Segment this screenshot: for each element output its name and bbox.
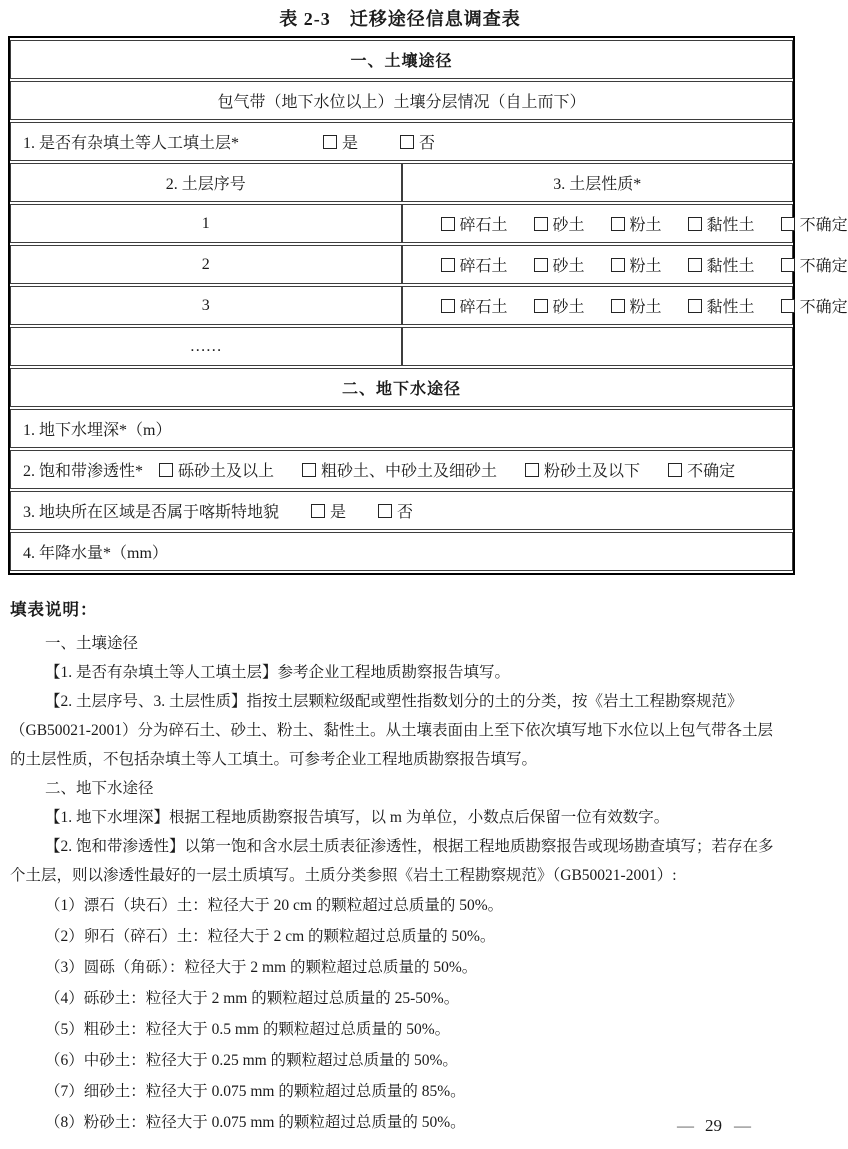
option-silt-soil: 粉土 xyxy=(611,253,662,276)
checkbox-no-icon[interactable] xyxy=(378,504,392,518)
option-yes-label: 是 xyxy=(342,135,359,152)
checkbox-silt-soil-icon[interactable] xyxy=(611,217,625,231)
page-number xyxy=(667,1116,760,1136)
table-row xyxy=(10,163,793,202)
option-gravel-soil: 碎石土 xyxy=(441,212,508,235)
table-row xyxy=(10,81,793,120)
checkbox-silt-soil-icon[interactable] xyxy=(611,299,625,313)
option-coarse-medium-fine-sand: 粗砂土、中砂土及细砂土 xyxy=(302,458,497,481)
note-line: （6）中砂土：粒径大于 0.25 mm 的颗粒超过总质量的 50%。 xyxy=(45,1052,458,1069)
checkbox-clay-soil-icon[interactable] xyxy=(688,258,702,272)
vadose-zone-subheader: 包气带（地下水位以上）土壤分层情况（自上而下） xyxy=(10,81,793,120)
page-number-right-dash: — xyxy=(734,1116,750,1135)
checkbox-coarse-medium-fine-sand-icon[interactable] xyxy=(302,463,316,477)
option-silt-soil: 粉土 xyxy=(611,294,662,317)
note-line: 【2. 土层序号、3. 土层性质】指按土层颗粒级配或塑性指数划分的土的分类，按《岩土工程勘察规范》 xyxy=(45,693,743,710)
table-row xyxy=(10,368,793,407)
table-row xyxy=(10,204,793,243)
artificial-fill-question-label: 1. 是否有杂填土等人工填土层* xyxy=(23,135,240,152)
saturated-zone-permeability-label: 2. 饱和带渗透性* xyxy=(23,463,144,480)
layer-ellipsis-empty-cell xyxy=(402,327,794,366)
checkbox-sand-soil-icon[interactable] xyxy=(534,258,548,272)
option-uncertain: 不确定 xyxy=(781,212,848,235)
layer-number-ellipsis: …… xyxy=(10,327,402,366)
option-yes xyxy=(323,130,358,153)
note-line: （4）砾砂土：粒径大于 2 mm 的颗粒超过总质量的 25-50%。 xyxy=(45,990,460,1007)
section-groundwater-path-header: 二、地下水途径 xyxy=(10,368,793,407)
layer-1-soil-options xyxy=(402,204,848,243)
checkbox-silt-soil-icon[interactable] xyxy=(611,258,625,272)
artificial-fill-question-cell xyxy=(10,122,793,161)
option-gravel-sand-above: 砾砂土及以上 xyxy=(159,458,274,481)
checkbox-gravel-sand-above-icon[interactable] xyxy=(159,463,173,477)
note-line: （GB50021-2001）分为碎石土、砂土、粉土、黏性土。从土壤表面由上至下依次填写地下水位以上包气带各土层 xyxy=(10,722,773,739)
table-row xyxy=(10,245,793,284)
note-line: （2）卵石（碎石）土：粒径大于 2 cm 的颗粒超过总质量的 50%。 xyxy=(45,928,496,945)
karst-question-label: 3. 地块所在区域是否属于喀斯特地貌 xyxy=(23,504,280,521)
table-row xyxy=(10,286,793,325)
section-soil-path-header: 一、土壤途径 xyxy=(10,40,793,79)
note-line: （8）粉砂土：粒径大于 0.075 mm 的颗粒超过总质量的 50%。 xyxy=(45,1114,466,1131)
option-clay-soil: 黏性土 xyxy=(688,212,755,235)
option-clay-soil: 黏性土 xyxy=(688,253,755,276)
checkbox-sand-soil-icon[interactable] xyxy=(534,299,548,313)
note-line: （3）圆砾（角砾）：粒径大于 2 mm 的颗粒超过总质量的 50%。 xyxy=(45,959,478,976)
option-sand-soil: 砂土 xyxy=(534,294,585,317)
option-no-label: 否 xyxy=(419,135,436,152)
note-line: 二、地下水途径 xyxy=(45,780,154,797)
option-uncertain: 不确定 xyxy=(781,253,848,276)
option-sand-soil: 砂土 xyxy=(534,253,585,276)
table-row xyxy=(10,40,793,79)
note-line: 一、土壤途径 xyxy=(45,635,139,652)
page-number-left-dash: — xyxy=(677,1116,693,1135)
table-row xyxy=(10,122,793,161)
checkbox-silty-sand-below-icon[interactable] xyxy=(525,463,539,477)
table-row xyxy=(10,532,793,571)
notes-heading: 填表说明： xyxy=(10,600,98,619)
col-header-layer-property: 3. 土层性质* xyxy=(402,163,794,202)
option-yes: 是 xyxy=(311,499,346,522)
option-gravel-soil: 碎石土 xyxy=(441,294,508,317)
checkbox-uncertain-icon[interactable] xyxy=(781,299,795,313)
checkbox-uncertain-icon[interactable] xyxy=(781,258,795,272)
saturated-zone-permeability-cell xyxy=(10,450,793,489)
note-line: 的土层性质，不包括杂填土等人工填土。可参考企业工程地质勘察报告填写。 xyxy=(10,751,538,768)
layer-number-1: 1 xyxy=(10,204,402,243)
checkbox-sand-soil-icon[interactable] xyxy=(534,217,548,231)
table-row xyxy=(10,491,793,530)
col-header-layer-number: 2. 土层序号 xyxy=(10,163,402,202)
karst-question-cell xyxy=(10,491,793,530)
option-uncertain: 不确定 xyxy=(668,458,735,481)
checkbox-yes-icon[interactable] xyxy=(323,135,337,149)
table-row xyxy=(10,327,793,366)
checkbox-no-icon[interactable] xyxy=(400,135,414,149)
option-no: 否 xyxy=(378,499,413,522)
option-sand-soil: 砂土 xyxy=(534,212,585,235)
checkbox-clay-soil-icon[interactable] xyxy=(688,299,702,313)
option-uncertain: 不确定 xyxy=(781,294,848,317)
table-row xyxy=(10,409,793,448)
annual-precipitation-field: 4. 年降水量*（mm） xyxy=(10,532,793,571)
checkbox-gravel-soil-icon[interactable] xyxy=(441,299,455,313)
checkbox-gravel-soil-icon[interactable] xyxy=(441,217,455,231)
option-clay-soil: 黏性土 xyxy=(688,294,755,317)
note-line: （7）细砂土：粒径大于 0.075 mm 的颗粒超过总质量的 85%。 xyxy=(45,1083,466,1100)
groundwater-depth-field: 1. 地下水埋深*（m） xyxy=(10,409,793,448)
note-line: 【1. 是否有杂填土等人工填土层】参考企业工程地质勘察报告填写。 xyxy=(45,664,511,681)
migration-path-survey-table xyxy=(8,36,848,575)
option-silt-soil: 粉土 xyxy=(611,212,662,235)
page-number-value: 29 xyxy=(705,1116,722,1135)
layer-3-soil-options xyxy=(402,286,848,325)
checkbox-gravel-soil-icon[interactable] xyxy=(441,258,455,272)
note-line: 【1. 地下水埋深】根据工程地质勘察报告填写，以 m 为单位，小数点后保留一位有效数字。 xyxy=(45,809,670,826)
option-silty-sand-below: 粉砂土及以下 xyxy=(525,458,640,481)
page-title: 表 2-3 迁移途径信息调查表 xyxy=(279,9,521,29)
checkbox-clay-soil-icon[interactable] xyxy=(688,217,702,231)
layer-number-3: 3 xyxy=(10,286,402,325)
checkbox-uncertain-icon[interactable] xyxy=(668,463,682,477)
layer-number-2: 2 xyxy=(10,245,402,284)
note-line: （5）粗砂土：粒径大于 0.5 mm 的颗粒超过总质量的 50%。 xyxy=(45,1021,451,1038)
note-line: （1）漂石（块石）土：粒径大于 20 cm 的颗粒超过总质量的 50%。 xyxy=(45,897,504,914)
note-line: 【2. 饱和带渗透性】以第一饱和含水层土质表征渗透性，根据工程地质勘察报告或现场勘查填写；若存在多 xyxy=(45,838,774,855)
option-gravel-soil: 碎石土 xyxy=(441,253,508,276)
layer-2-soil-options xyxy=(402,245,848,284)
form-notes xyxy=(10,596,792,1138)
table-row xyxy=(10,450,793,489)
note-line: 个土层，则以渗透性最好的一层土质填写。土质分类参照《岩土工程勘察规范》（GB50021-2001）: xyxy=(10,867,677,884)
option-no xyxy=(400,130,435,153)
checkbox-uncertain-icon[interactable] xyxy=(781,217,795,231)
checkbox-yes-icon[interactable] xyxy=(311,504,325,518)
